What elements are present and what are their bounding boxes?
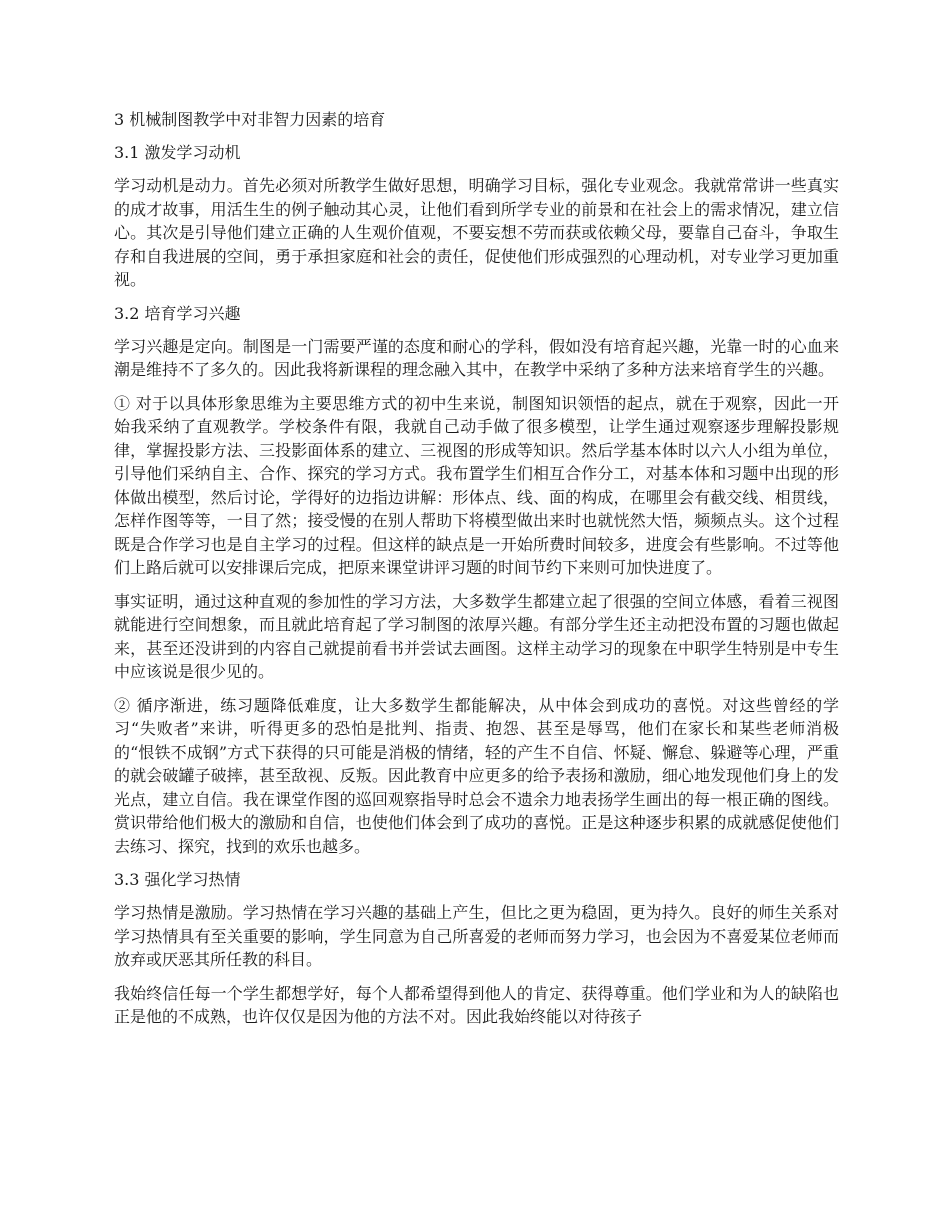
- section-3-1-title: 3.1 激发学习动机: [114, 143, 241, 162]
- section-3-2-paragraph-3: 事实证明，通过这种直观的参加性的学习方法，大多数学生都建立起了很强的空间立体感，看着三视图就能进行空间想象，而且就此培育起了学习制图的浓厚兴趣。有部分学生还主动把没布置的习题也做起来，甚至还没讲到的内容自己就提前看书并尝试去画图。这样主动学习的现象在中职学生特别是中专生中应该说是很少见的。: [114, 591, 839, 681]
- section-3-3-title: 3.3 强化学习热情: [114, 870, 241, 889]
- section-3-title: 3 机械制图教学中对非智力因素的培育: [114, 110, 386, 129]
- section-3-3-paragraph-2: 我始终信任每一个学生都想学好，每个人都希望得到他人的肯定、获得尊重。他们学业和为人的缺陷也正是他的不成熟，也许仅仅是因为他的方法不对。因此我始终能以对待孩子: [114, 983, 839, 1026]
- section-3-1-paragraph-1: 学习动机是动力。首先必须对所教学生做好思想，明确学习目标，强化专业观念。我就常常讲一些真实的成才故事，用活生生的例子触动其心灵，让他们看到所学专业的前景和在社会上的需求情况，建立信心。其次是引导他们建立正确的人生观价值观，不要妄想不劳而获或依赖父母，要靠自己奋斗，争取生存和自我进展的空间，勇于承担家庭和社会的责任，促使他们形成强烈的心理动机，对专业学习更加重视。: [114, 176, 839, 289]
- section-3-2-title: 3.2 培育学习兴趣: [114, 303, 241, 323]
- section-3-2-paragraph-2: ① 对于以具体形象思维为主要思维方式的初中生来说，制图知识领悟的起点，就在于观察，因此一开始我采纳了直观教学。学校条件有限，我就自己动手做了很多模型，让学生通过观察逐步理解投影规律，掌握投影方法、三投影面体系的建立、三视图的形成等知识。然后学基本体时以六人小组为单位，引导他们采纳自主、合作、探究的学习方式。我布置学生们相互合作分工，对基本体和习题中出现的形体做出模型，然后讨论，学得好的边指边讲解：形体点、线、面的构成，在哪里会有截交线、相贯线，怎样作图等等，一目了然；接受慢的在别人帮助下将模型做出来时也就恍然大悟，频频点头。这个过程既是合作学习也是自主学习的过程。但这样的缺点是一开始所费时间较多，进度会有些影响。不过等他们上路后就可以安排课后完成，把原来课堂讲评习题的时间节约下来则可加快进度了。: [114, 393, 839, 577]
- section-3-2-paragraph-4: ② 循序渐进，练习题降低难度，让大多数学生都能解决，从中体会到成功的喜悦。对这些曾经的学习“失败者”来讲，听得更多的恐怕是批判、指责、抱怨、甚至是辱骂，他们在家长和某些老师消极的“恨铁不成钢”方式下获得的只可能是消极的情绪，轻的产生不自信、怀疑、懈怠、躲避等心理，严重的就会破罐子破摔，甚至敌视、反叛。因此教育中应更多的给予表扬和激励，细心地发现他们身上的发光点，建立自信。我在课堂作图的巡回观察指导时总会不遗余力地表扬学生画出的每一根正确的图线。赏识带给他们极大的激励和自信，也使他们体会到了成功的喜悦。正是这种逐步积累的成就感促使他们去练习、探究，找到的欢乐也越多。: [114, 695, 839, 856]
- section-3-3-paragraph-1: 学习热情是激励。学习热情在学习兴趣的基础上产生，但比之更为稳固，更为持久。良好的师生关系对学习热情具有至关重要的影响，学生同意为自己所喜爱的老师而努力学习，也会因为不喜爱某位老师而放弃或厌恶其所任教的科目。: [114, 903, 839, 969]
- section-3-2-paragraph-1: 学习兴趣是定向。制图是一门需要严谨的态度和耐心的学科，假如没有培育起兴趣，光靠一时的心血来潮是维持不了多久的。因此我将新课程的理念融入其中，在教学中采纳了多种方法来培育学生的兴趣。: [114, 336, 839, 379]
- document-body: [114, 108, 839, 1039]
